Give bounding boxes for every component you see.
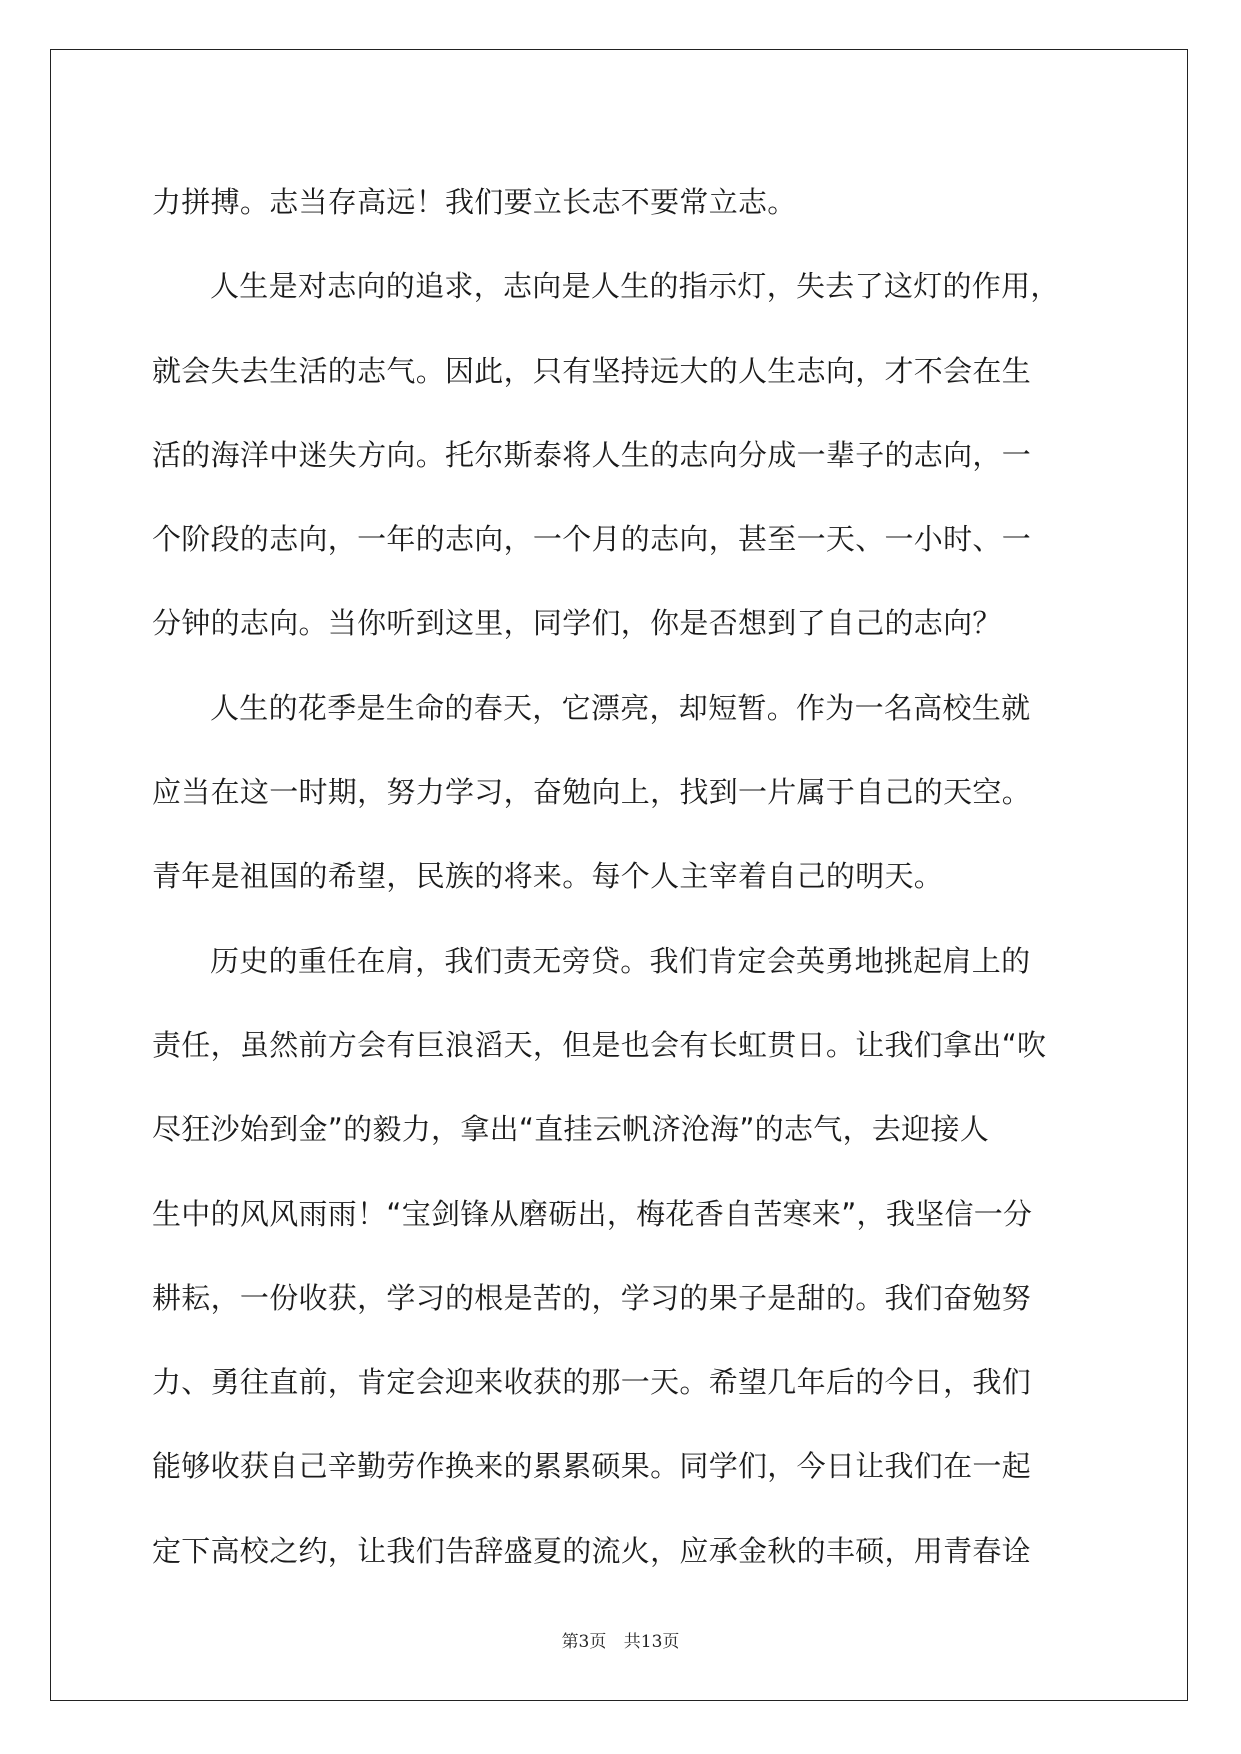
text-line: 责任，虽然前方会有巨浪滔天，但是也会有长虹贯日。让我们拿出“吹 [152,1027,1047,1062]
page-number: 第3页 [561,1632,607,1652]
text-line: 生中的风风雨雨！“宝剑锋从磨砺出，梅花香自苦寒来”，我坚信一分 [152,1196,1033,1231]
text-line: 能够收获自己辛勤劳作换来的累累硕果。同学们，今日让我们在一起 [152,1449,1032,1484]
text-line: 历史的重任在肩，我们责无旁贷。我们肯定会英勇地挑起肩上的 [210,943,1031,978]
text-line: 人生的花季是生命的春天，它漂亮，却短暂。作为一名高校生就 [210,690,1031,725]
text-line: 分钟的志向。当你听到这里，同学们，你是否想到了自己的志向？ [152,606,1002,641]
text-line: 定下高校之约，让我们告辞盛夏的流火，应承金秋的丰硕，用青春诠 [152,1533,1032,1568]
text-line: 应当在这一时期，努力学习，奋勉向上，找到一片属于自己的天空。 [152,775,1032,810]
text-line: 力、勇往直前，肯定会迎来收获的那一天。希望几年后的今日，我们 [152,1365,1032,1400]
text-line: 力拼搏。志当存高远！我们要立长志不要常立志。 [152,185,797,219]
text-line: 尽狂沙始到金”的毅力，拿出“直挂云帆济沧海”的志气，去迎接人 [152,1112,990,1147]
document-body [152,160,1087,1593]
text-line: 活的海洋中迷失方向。托尔斯泰将人生的志向分成一辈子的志向，一 [152,437,1032,472]
text-line: 耕耘，一份收获，学习的根是苦的，学习的果子是甜的。我们奋勉努 [152,1280,1032,1315]
text-line: 人生是对志向的追求，志向是人生的指示灯，失去了这灯的作用， [210,269,1060,304]
page-total: 共13页 [623,1632,680,1652]
text-line: 青年是祖国的希望，民族的将来。每个人主宰着自己的明天。 [152,859,944,894]
page-footer [0,1627,1241,1652]
text-line: 个阶段的志向，一年的志向，一个月的志向，甚至一天、一小时、一 [152,522,1032,557]
text-line: 就会失去生活的志气。因此，只有坚持远大的人生志向，才不会在生 [152,353,1032,388]
